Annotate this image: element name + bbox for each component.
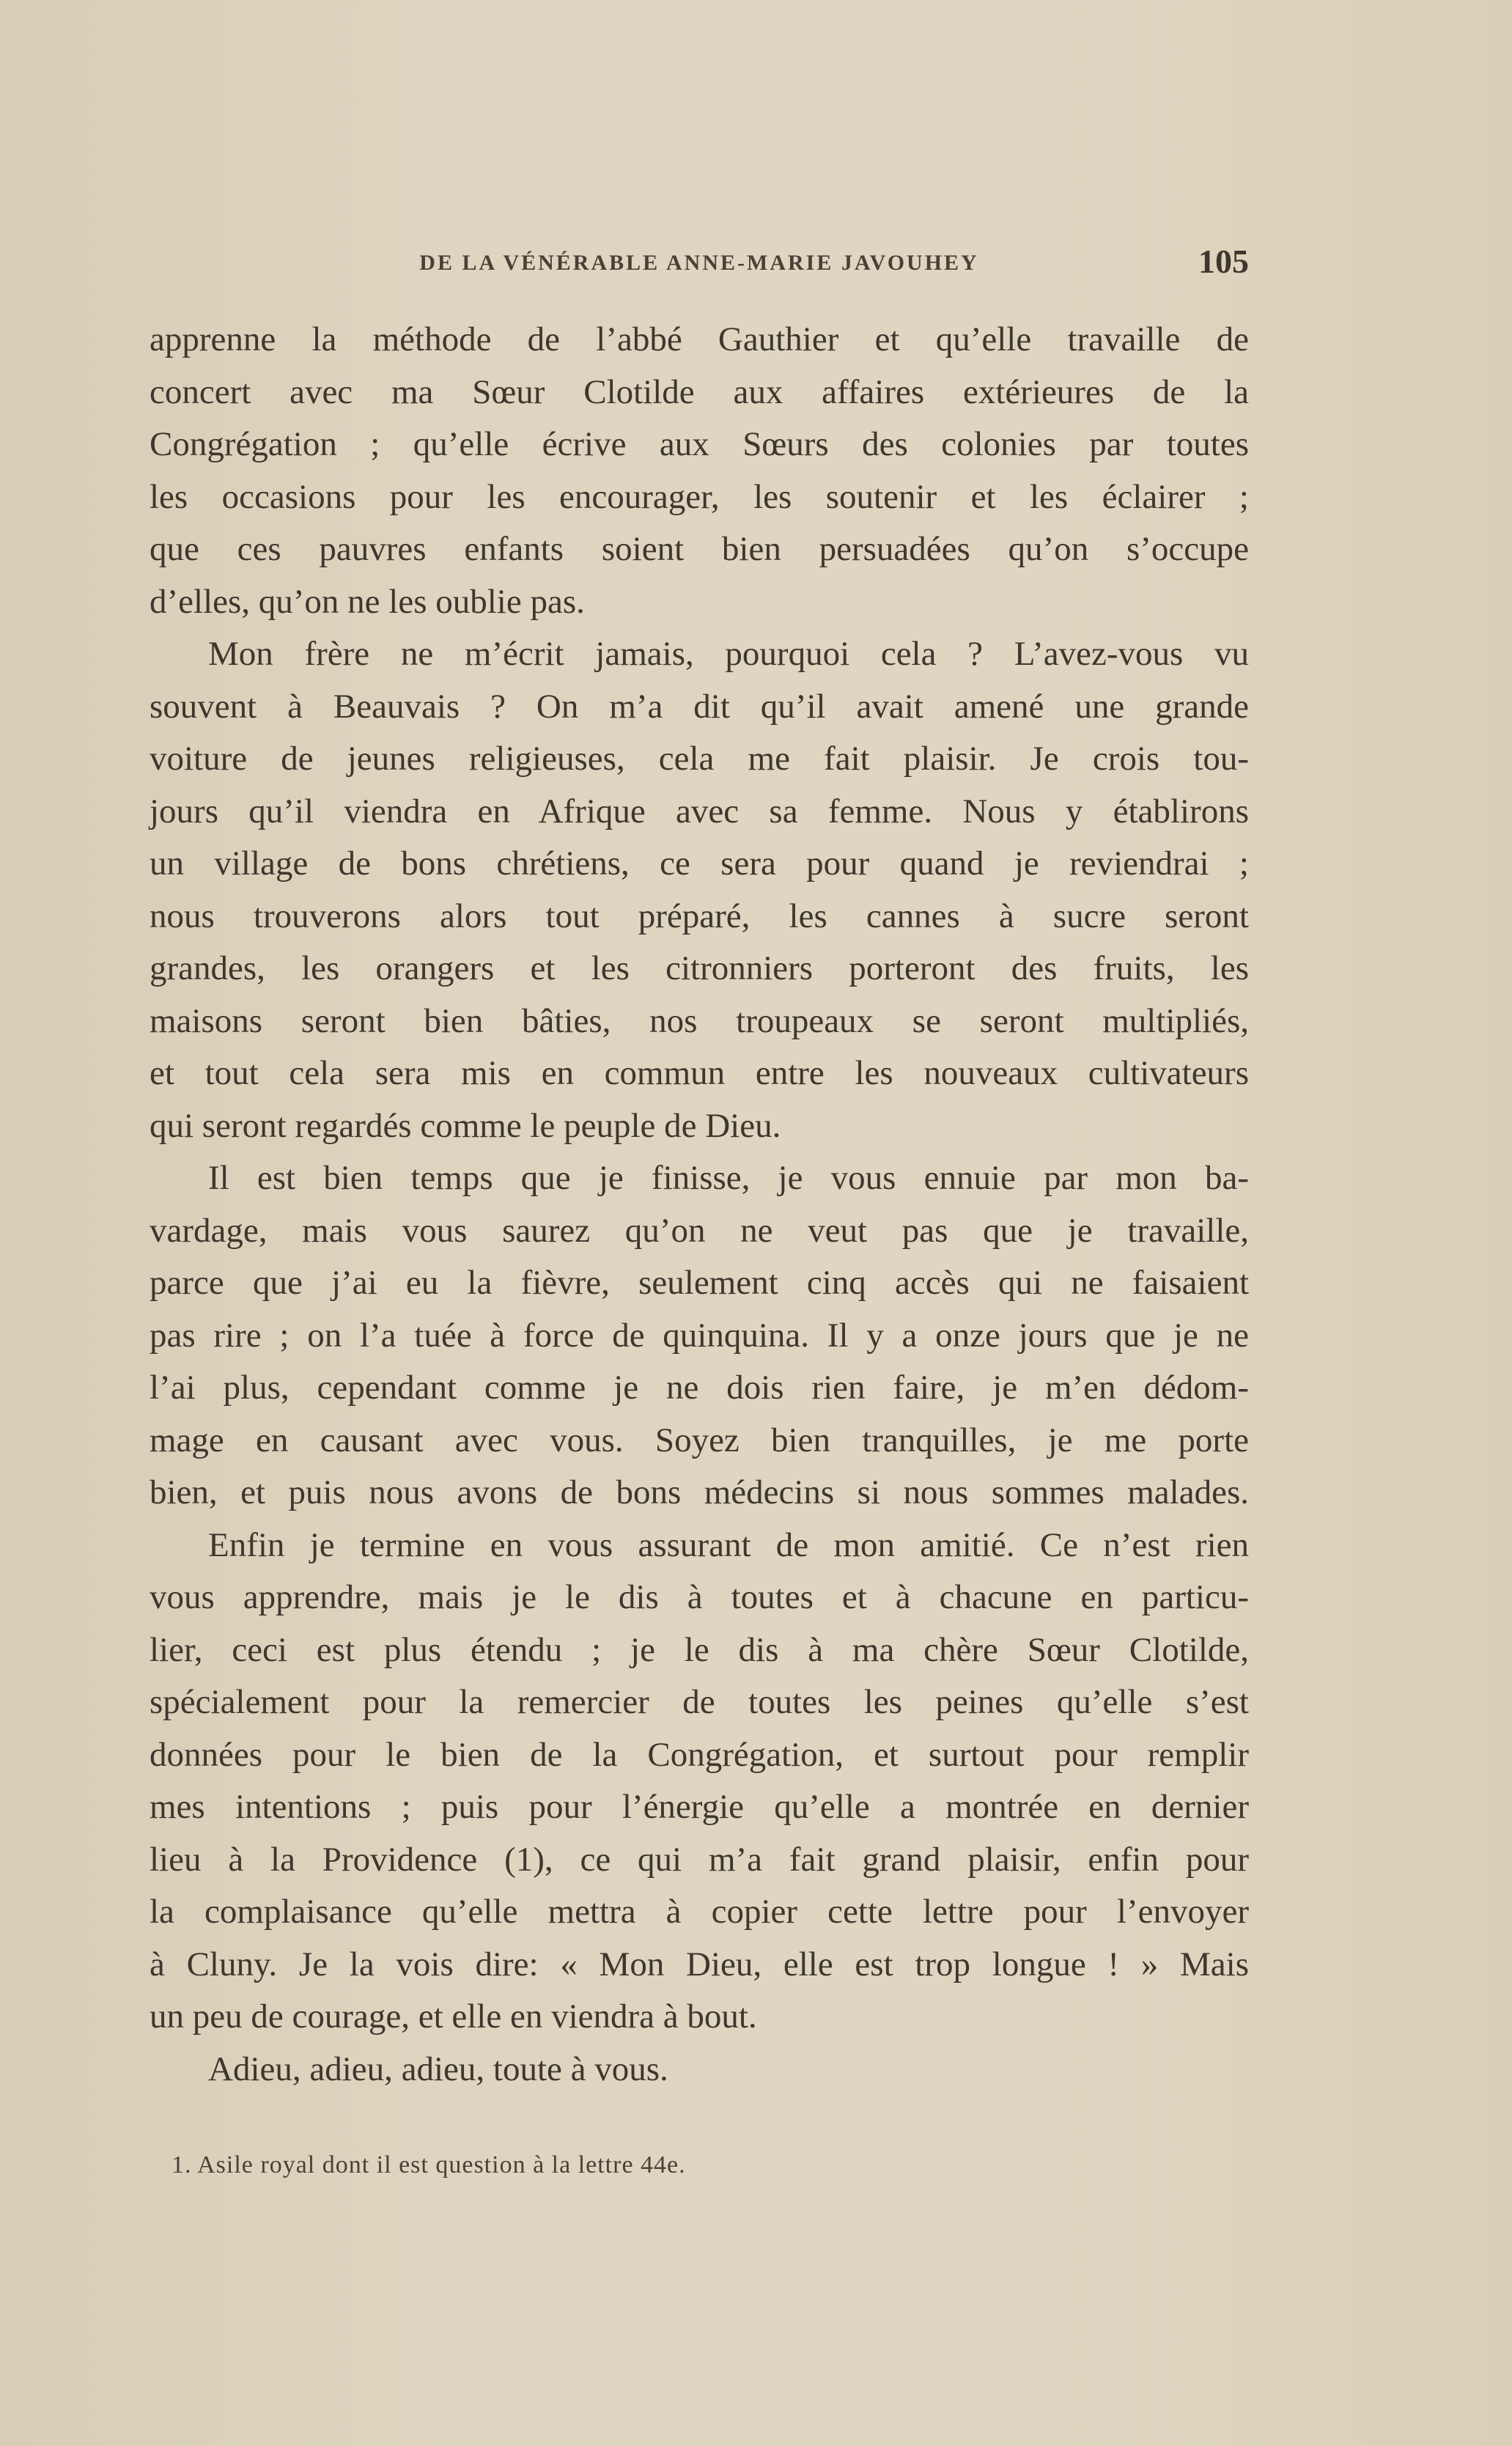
body-text bbox=[150, 314, 1249, 2096]
text-line: spécialement pour la remercier de toutes les peines qu’elle s’est bbox=[150, 1683, 1249, 1721]
text-line: mage en causant avec vous. Soyez bien tranquilles, je me porte bbox=[150, 1421, 1249, 1459]
page-number: 105 bbox=[1198, 243, 1249, 280]
text-line: mes intentions ; puis pour l’énergie qu’elle a montrée en dernier bbox=[150, 1788, 1249, 1826]
text-line: souvent à Beauvais ? On m’a dit qu’il avait amené une grande bbox=[150, 687, 1249, 726]
text-line: Adieu, adieu, adieu, toute à vous. bbox=[208, 2049, 668, 2088]
text-line: apprenne la méthode de l’abbé Gauthier et qu’elle travaille de bbox=[150, 320, 1249, 358]
text-line: Il est bien temps que je finisse, je vous ennuie par mon ba- bbox=[208, 1159, 1249, 1197]
text-line: que ces pauvres enfants soient bien persuadées qu’on s’occupe bbox=[150, 530, 1249, 568]
text-line: grandes, les orangers et les citronniers porteront des fruits, les bbox=[150, 949, 1249, 987]
text-line: lier, ceci est plus étendu ; je le dis à ma chère Sœur Clotilde, bbox=[150, 1630, 1249, 1669]
text-line: un village de bons chrétiens, ce sera pour quand je reviendrai ; bbox=[150, 844, 1249, 883]
text-line: bien, et puis nous avons de bons médecins si nous sommes malades. bbox=[150, 1473, 1249, 1511]
text-line: maisons seront bien bâties, nos troupeaux se seront multipliés, bbox=[150, 1001, 1249, 1040]
text-line: données pour le bien de la Congrégation, et surtout pour remplir bbox=[150, 1735, 1249, 1774]
text-line: pas rire ; on l’a tuée à force de quinquina. Il y a onze jours que je ne bbox=[150, 1316, 1249, 1355]
footnote: 1. Asile royal dont il est question à la lettre 44e. bbox=[172, 2151, 686, 2178]
text-line: l’ai plus, cependant comme je ne dois rien faire, je m’en dédom- bbox=[150, 1368, 1249, 1407]
text-line: jours qu’il viendra en Afrique avec sa femme. Nous y établirons bbox=[150, 792, 1249, 830]
text-line: vous apprendre, mais je le dis à toutes et à chacune en particu- bbox=[150, 1578, 1249, 1616]
text-line: parce que j’ai eu la fièvre, seulement cinq accès qui ne faisaient bbox=[150, 1264, 1249, 1302]
text-line: un peu de courage, et elle en viendra à bout. bbox=[150, 1997, 757, 2036]
running-head bbox=[150, 242, 1249, 286]
text-line: Congrégation ; qu’elle écrive aux Sœurs des colonies par toutes bbox=[150, 425, 1249, 463]
text-line: les occasions pour les encourager, les soutenir et les éclairer ; bbox=[150, 477, 1249, 516]
running-title: DE LA VÉNÉRABLE ANNE-MARIE JAVOUHEY bbox=[419, 251, 979, 275]
text-line: d’elles, qu’on ne les oublie pas. bbox=[150, 582, 585, 621]
text-line: qui seront regardés comme le peuple de Dieu. bbox=[150, 1106, 781, 1145]
text-line: concert avec ma Sœur Clotilde aux affaires extérieures de la bbox=[150, 372, 1249, 411]
text-line: vardage, mais vous saurez qu’on ne veut pas que je travaille, bbox=[150, 1211, 1249, 1250]
text-line: Enfin je termine en vous assurant de mon amitié. Ce n’est rien bbox=[208, 1525, 1249, 1564]
text-line: la complaisance qu’elle mettra à copier cette lettre pour l’envoyer bbox=[150, 1893, 1249, 1931]
text-line: à Cluny. Je la vois dire: « Mon Dieu, elle est trop longue ! » Mais bbox=[150, 1945, 1249, 1983]
text-line: nous trouverons alors tout préparé, les cannes à sucre seront bbox=[150, 896, 1249, 935]
text-line: voiture de jeunes religieuses, cela me fait plaisir. Je crois tou- bbox=[150, 740, 1249, 778]
text-line: et tout cela sera mis en commun entre les nouveaux cultivateurs bbox=[150, 1054, 1249, 1092]
text-line: lieu à la Providence (1), ce qui m’a fait grand plaisir, enfin pour bbox=[150, 1840, 1249, 1879]
text-line: Mon frère ne m’écrit jamais, pourquoi cela ? L’avez-vous vu bbox=[208, 635, 1249, 673]
